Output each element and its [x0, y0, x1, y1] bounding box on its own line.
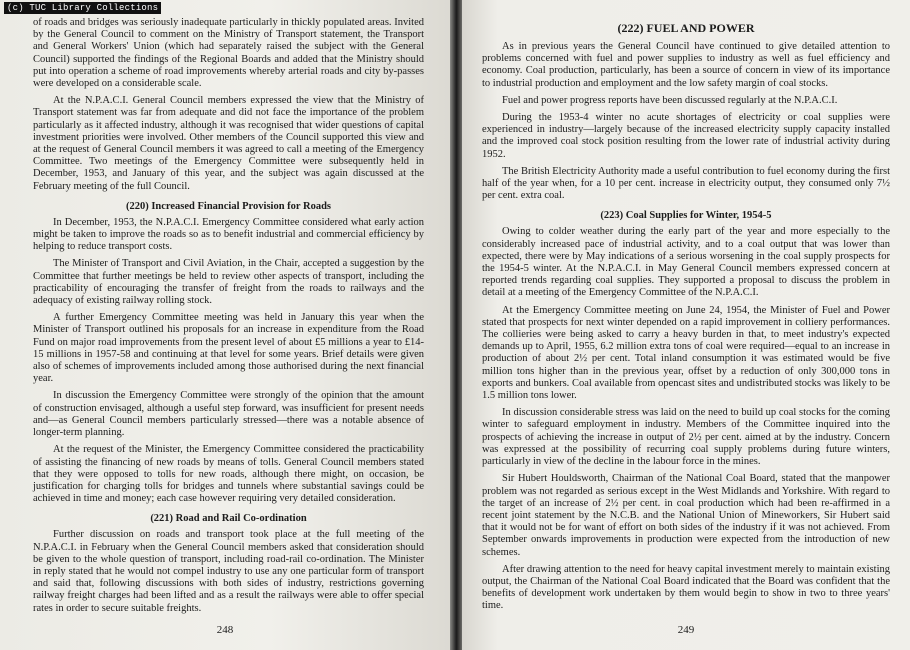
paragraph: Sir Hubert Houldsworth, Chairman of the National Coal Board, stated that the manpower problem was not regarded as serious except in the West Midlands and Yorkshire. With regard to the target of an increase of 2½ per cent. in coal production which had been re-affirmed in a recent joint statement by the N.C.B. and the National Union of Mineworkers, Sir Hubert said that it would not be for want of effort on both sides of the industry if it was not achieved. From September onwards improvements in production were expected from the introduction of new schemes. [482, 473, 890, 558]
paragraph: Further discussion on roads and transport took place at the full meeting of the N.P.A.C.I. in February when the General Council members asked that consideration should be given to the whole question of transport, including road-rail co-ordination. The Minister in reply stated that he would not compel industry to use any one particular form of transport and said that, following discussions with both sides of industry, restrictions governing railway freight charges had been lifted and as a result the railways were able to offer special rates in order to secure suitable freights. [33, 529, 424, 614]
section-heading-220: (220) Increased Financial Provision for Roads [125, 200, 332, 212]
paragraph: Fuel and power progress reports have been discussed regularly at the N.P.A.C.I. [502, 94, 838, 106]
paragraph: As in previous years the General Council have continued to give detailed attention to problems concerned with fuel and power supplies to industry as well as fuel efficiency and economy. Coal production, particularly, has been a source of concern in view of its importance to industrial production and employment and the low safety margin of coal stocks. [482, 41, 890, 89]
section-heading-221: (221) Road and Rail Co-ordination [150, 513, 307, 525]
right-page [462, 0, 910, 650]
paragraph: In December, 1953, the N.P.A.C.I. Emergency Committee considered what early action might be taken to improve the roads so as to benefit industrial and commercial efficiency by helping to reduce transport costs. [33, 216, 424, 253]
paragraph: Owing to colder weather during the early part of the year and more especially to the considerably increased pace of industrial activity, and to a coal output that was lower than expected, there were by May indications of a serious worsening in the coal supply prospects for the 1954-5 winter. At the N.P.A.C.I. in May General Council members expressed concern at reported trends regarding coal supplies. They supported a proposal to discuss the problem in detail at a meeting of the Emergency Committee of the N.P.A.C.I. [482, 226, 890, 299]
paragraph: The Minister of Transport and Civil Aviation, in the Chair, accepted a suggestion by the Committee that further meetings be held to review other aspects of transport, including the practicability of encouraging the transfer of freight from the roads to railways and the adequacy of existing railway rolling stock. [33, 258, 424, 307]
book-gutter [450, 0, 462, 650]
paragraph: At the Emergency Committee meeting on June 24, 1954, the Minister of Fuel and Power stated that prospects for next winter depended on a rapid improvement in colliery performances. The collieries were being asked to carry a heavy burden in that, to meet industry's expected demands up to April, 1955, 6.2 million extra tons of coal were required—equal to an increase in production of about 2½ per cent. Total inland consumption it was estimated would be five million tons higher than in the previous year, offset by a reduction of only 300,000 tons in exports and bunkers. Coal available from opencast sites and undistributed stocks was likely to be 1.5 million tons lower. [482, 304, 890, 402]
page-number-right: 249 [677, 624, 695, 636]
paragraph: At the N.P.A.C.I. General Council members expressed the view that the Ministry of Transport statement was far from adequate and did not face the importance of the problem particularly as it affected industry, although it was recognised that wider questions of capital investment priorities were involved. Other members of the Council supported this view and at the request of General Council members it was agreed to call a meeting of the Emergency Committee. Two meetings of the Emergency Committee were subsequently held in December, 1953, and January of this year, and the subject was again discussed at the February meeting of the full Council. [33, 95, 424, 192]
paragraph: In discussion the Emergency Committee were strongly of the opinion that the amount of construction envisaged, although a useful step forward, was insufficient for present needs and—as General Council members particularly stressed—there was a notable absence of longer-term planning. [33, 390, 424, 439]
paragraph: During the 1953-4 winter no acute shortages of electricity or coal supplies were experienced in industry—largely because of the increased electricity supply capacity installed and the improved coal stock position resulting from the lower rate of industrial activity during 1952. [482, 112, 890, 160]
paragraph: After drawing attention to the need for heavy capital investment merely to maintain existing output, the Chairman of the National Coal Board indicated that the Board was confident that the benefits of development work undertaken by them would begin to show in two to three years' time. [482, 563, 890, 612]
section-heading-223: (223) Coal Supplies for Winter, 1954-5 [600, 210, 772, 222]
page-number-left: 248 [216, 624, 234, 636]
left-page [0, 0, 450, 650]
paragraph: At the request of the Minister, the Emergency Committee considered the practicability of assisting the financing of new roads by means of tolls. General Council members stated that they were opposed to tolls for new roads, although there might, on occasion, be justification for charging tolls for bridges and tunnels where substantial savings could be achieved in time and money; each case however requiring very detailed consideration. [33, 444, 424, 505]
paragraph: In discussion considerable stress was laid on the need to build up coal stocks for the coming winter to safeguard employment in industry. Members of the Committee inquired into the prospects of achieving the increase in output of 2½ per cent. aimed at by the industry. Concern was expressed at the possibility of recurring coal supply problems during future winters, particularly in view of the decline in the labour force in the mines. [482, 407, 890, 468]
section-heading-222: (222) FUEL AND POWER [617, 21, 755, 35]
paragraph: of roads and bridges was seriously inadequate particularly in thickly populated areas. Invited by the General Council to comment on the Ministry of Transport statement, the Transport and General Workers' Union (which had separately raised the subject with the General Council) supported the findings of the Regional Boards and added that the Ministry should put into operation a scheme of road improvements whereby arterial roads and city by-passes were developed on a considerable scale. [33, 17, 424, 90]
paragraph: A further Emergency Committee meeting was held in January this year when the Minister of Transport outlined his proposals for an increase in expenditure from the Road Fund on major road improvements from the present level of about £5 millions a year to £14-15 millions in 1957-58 and continuing at that level for some years. Brief details were given also of schemes of improvements included among those authorised during the next financial year. [33, 312, 424, 385]
paragraph: The British Electricity Authority made a useful contribution to fuel economy during the first half of the year when, for a 10 per cent. increase in electricity output, they consumed only 7½ per cent. extra coal. [482, 165, 890, 202]
library-watermark: (c) TUC Library Collections [4, 2, 161, 14]
